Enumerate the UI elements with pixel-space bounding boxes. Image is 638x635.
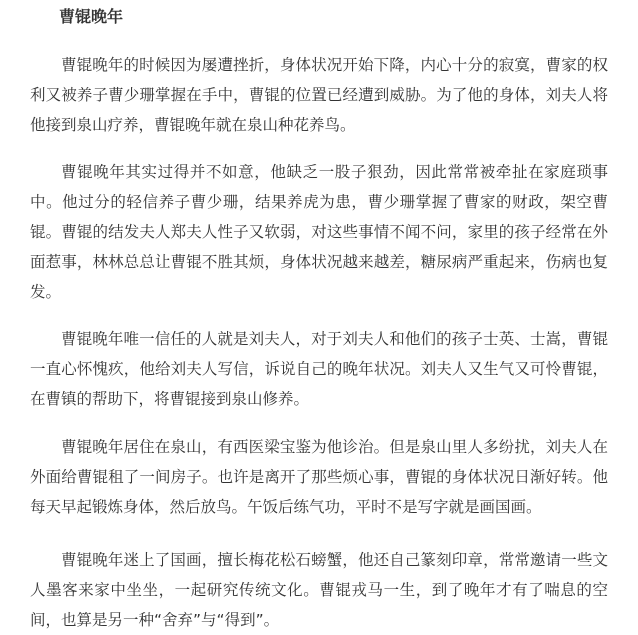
article-paragraph-2: 曹锟晚年其实过得并不如意，他缺乏一股子狠劲，因此常常被牵扯在家庭琐事中。他过分的轻信养子曹少珊，结果养虎为患，曹少珊掌握了曹家的财政，架空曹锟。曹锟的结发夫人郑夫人性子又软弱，对这些事情不闻不问，家里的孩子经常在外面惹事，林林总总让曹锟不胜其烦，身体状况越来越差，糖尿病严重起来，伤病也复发。 (30, 163, 608, 301)
article (30, 0, 608, 629)
article-paragraph-3: 曹锟晚年唯一信任的人就是刘夫人，对于刘夫人和他们的孩子士英、士嵩，曹锟一直心怀愧疚，他给刘夫人写信，诉说自己的晚年状况。刘夫人又生气又可怜曹锟，在曹镇的帮助下，将曹锟接到泉山修养。 (30, 330, 608, 408)
article-paragraph-5: 曹锟晚年迷上了国画，擅长梅花松石螃蟹，他还自己篆刻印章，常常邀请一些文人墨客来家中坐坐，一起研究传统文化。曹锟戎马一生，到了晚年才有了喘息的空间，也算是另一种“舍弃”与“得到”。 (30, 551, 608, 629)
article-paragraph-1: 曹锟晚年的时候因为屡遭挫折，身体状况开始下降，内心十分的寂寞，曹家的权利又被养子曹少珊掌握在手中，曹锟的位置已经遭到威胁。为了他的身体，刘夫人将他接到泉山疗养，曹锟晚年就在泉山种花养鸟。 (30, 56, 608, 134)
article-title: 曹锟晚年 (59, 7, 124, 26)
article-paragraph-4: 曹锟晚年居住在泉山，有西医梁宝鉴为他诊治。但是泉山里人多纷扰，刘夫人在外面给曹锟租了一间房子。也许是离开了那些烦心事，曹锟的身体状况日渐好转。他每天早起锻炼身体，然后放鸟。午饭后练气功，平时不是写字就是画国画。 (30, 438, 608, 516)
